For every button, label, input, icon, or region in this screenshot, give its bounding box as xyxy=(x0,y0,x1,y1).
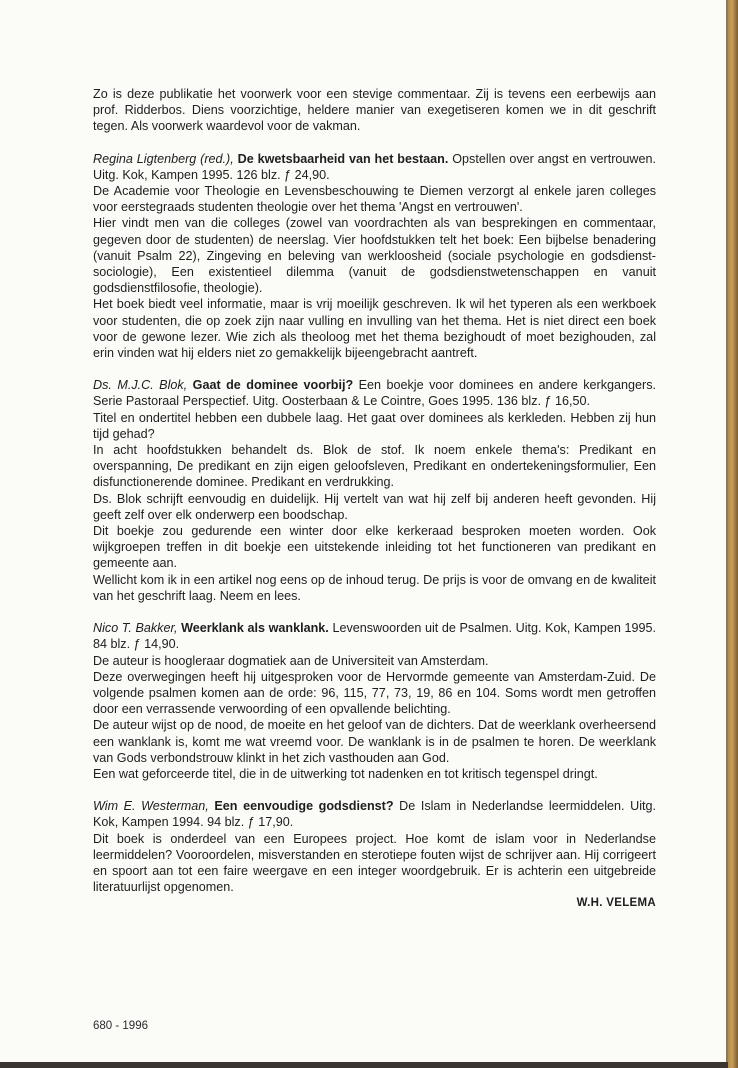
reviewer-signature: W.H. VELEMA xyxy=(576,897,656,910)
review-header xyxy=(93,798,656,830)
review-meta: De Islam in Nederlandse leermiddelen. Uitg. Kok, Kampen 1994. 94 blz. ƒ 17,90. xyxy=(93,799,656,830)
review-paragraph: De auteur is hoogleraar dogmatiek aan de Universiteit van Amsterdam. xyxy=(93,653,489,668)
review-ligtenberg xyxy=(93,151,656,362)
review-author: Regina Ligtenberg (red.), xyxy=(93,151,234,166)
review-paragraph: Dit boek is onderdeel van een Europees project. Hoe komt de islam voor in Nederlandse leermiddelen? Vooroordelen, misverstanden en sterotiepe fouten wijst de schrijver aan. Hij corrigeert en spoort aan tot een faire weergave en een integer woordgebruik. Er is achterin een uitgebreide literatuurlijst opgenomen. xyxy=(93,831,656,895)
review-header xyxy=(93,620,656,652)
review-paragraph: De Academie voor Theologie en Levensbeschouwing te Diemen verzorgt al enkele jaren colleges voor eerstegraads studenten theologie over het thema 'Angst en vertrouwen'. xyxy=(93,184,656,215)
review-title: De kwetsbaarheid van het bestaan. xyxy=(237,151,449,166)
intro-paragraph: Zo is deze publikatie het voorwerk voor een stevige commentaar. Zij is tevens een eerbewijs aan prof. Ridderbos. Diens voorzichtige, heldere manier van exegetiseren komen we in dit geschrift tegen. Als voorwerk waardevol voor de vakman. xyxy=(93,87,656,134)
review-paragraph: De auteur wijst op de nood, de moeite en het geloof van de dichters. Dat de weerklank overheersend een wanklank is, komt me wat vreemd voor. De wanklank is in de psalmen te horen. De weerklank van Gods verbondstrouw klinkt in het zich vasthouden aan God. xyxy=(93,718,656,765)
review-header xyxy=(93,377,656,409)
review-paragraph: In acht hoofdstukken behandelt ds. Blok de stof. Ik noem enkele thema's: Predikant en overspanning, De predikant en zijn eigen geloofsleven, Predikant en ondertekeningsformulier, Een disfunctionerende dominee. Predikant en verdrukking. xyxy=(93,443,656,490)
review-title: Een eenvoudige godsdienst? xyxy=(214,799,394,814)
review-paragraph: Het boek biedt veel informatie, maar is vrij moeilijk geschreven. Ik wil het typeren als een werkboek voor studenten, die op zoek zijn naar vulling en invulling van het thema. Het is niet direct een boek voor de gewone lezer. Wie zich als theoloog met het thema bezighoudt of moet bezighouden, zal erin vinden wat hij elders niet zo gemakkelijk bijeengebracht aantreft. xyxy=(93,297,656,361)
review-paragraph: Ds. Blok schrijft eenvoudig en duidelijk. Hij vertelt van wat hij zelf bij anderen heeft gevonden. Hij geeft zelf over elk onderwerp een boodschap. xyxy=(93,491,656,522)
review-westerman xyxy=(93,798,656,895)
review-blok xyxy=(93,377,656,604)
book-spine-edge xyxy=(728,0,738,1068)
page-number: 680 - 1996 xyxy=(93,1020,148,1032)
review-bakker xyxy=(93,620,656,782)
review-meta: Opstellen over angst en vertrouwen. Uitg. Kok, Kampen 1995. 126 blz. ƒ 24,90. xyxy=(93,151,657,182)
review-header xyxy=(93,151,656,183)
review-title: Weerklank als wanklank. xyxy=(181,621,329,636)
page-content xyxy=(93,86,656,912)
review-title: Gaat de dominee voorbij? xyxy=(192,378,354,393)
review-author: Wim E. Westerman, xyxy=(93,799,209,814)
review-paragraph: Titel en ondertitel hebben een dubbele laag. Het gaat over dominees als kerkleden. Hebben zij hun tijd gehad? xyxy=(93,410,656,441)
review-meta: Een boekje voor dominees en andere kerkgangers. Serie Pastoraal Perspectief. Uitg. Oosterbaan & Le Cointre, Goes 1995. 136 blz. ƒ 16,50. xyxy=(93,378,657,409)
review-author: Ds. M.J.C. Blok, xyxy=(93,378,188,393)
review-author: Nico T. Bakker, xyxy=(93,621,178,636)
review-paragraph: Dit boekje zou gedurende een winter door elke kerkeraad besproken moeten worden. Ook wijkgroepen treffen in dit boekje een uitstekende inleiding tot het functioneren van predikant en gemeente aan. xyxy=(93,524,656,571)
review-paragraph: Een wat geforceerde titel, die in de uitwerking tot nadenken en tot kritisch tegenspel dringt. xyxy=(93,766,598,781)
review-paragraph: Deze overwegingen heeft hij uitgesproken voor de Hervormde gemeente van Amsterdam-Zuid. De volgende psalmen komen aan de orde: 96, 115, 77, 73, 19, 86 en 104. Soms wordt men getroffen door een verrassende verwoording of een opvallende belichting. xyxy=(93,669,656,717)
review-paragraph: Hier vindt men van die colleges (zowel van voordrachten als van besprekingen en commentaar, gegeven door de studenten) de neerslag. Vier hoofdstukken telt het boek: Een bijbelse benadering (vanuit Psalm 22), Zingeving en beleving van werkloosheid (sociale psychologie en godsdienst-sociologie), Een existentieel dilemma (vanuit de godsdienstwetenschappen en vanuit godsdienstfilosofie, theologie). xyxy=(93,216,656,296)
review-paragraph: Wellicht kom ik in een artikel nog eens op de inhoud terug. De prijs is voor de omvang en de kwaliteit van het geschrift laag. Neem en lees. xyxy=(93,572,656,603)
review-meta: Levenswoorden uit de Psalmen. Uitg. Kok, Kampen 1995. 84 blz. ƒ 14,90. xyxy=(93,621,657,652)
